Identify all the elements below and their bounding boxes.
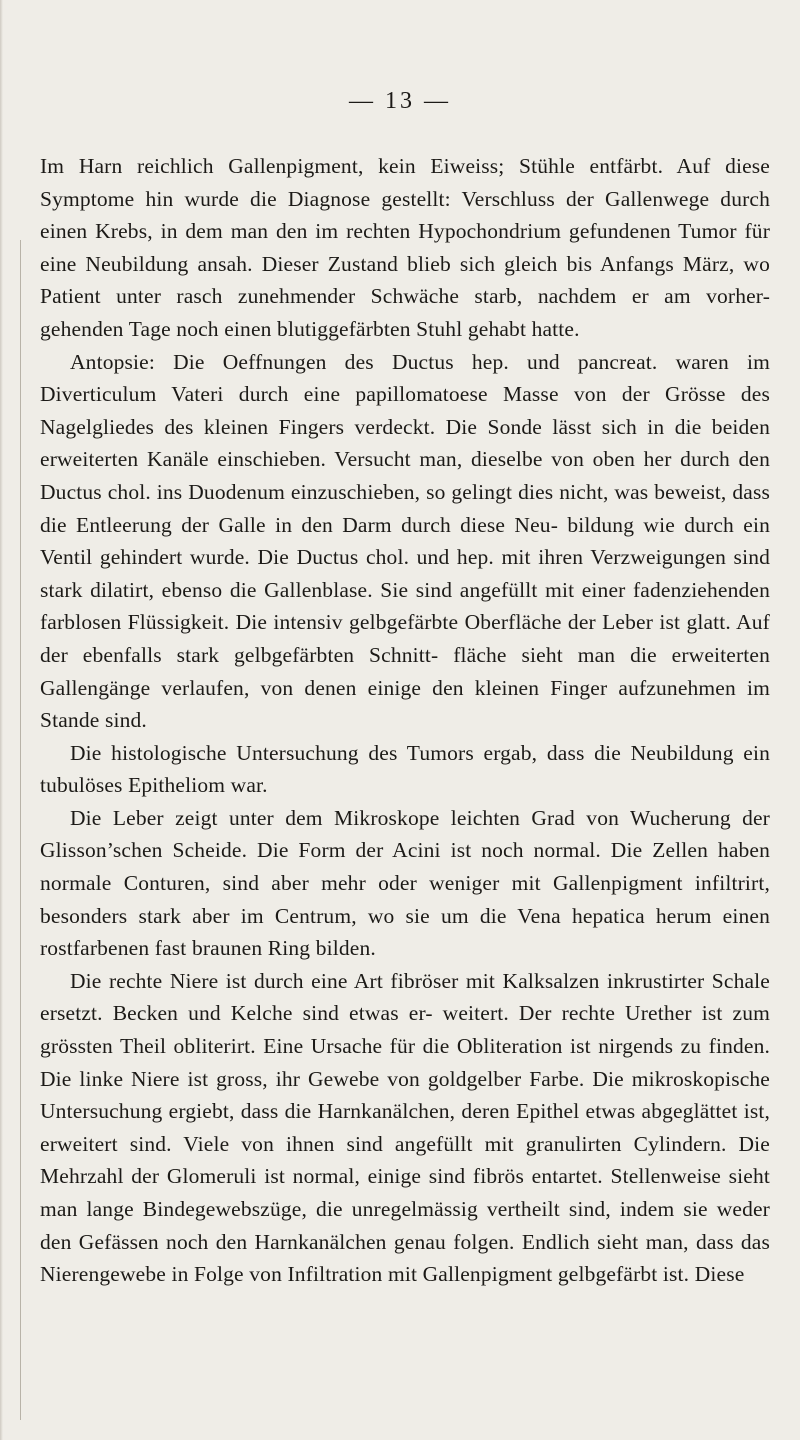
- page-number: — 13 —: [349, 88, 451, 114]
- body-text: [40, 150, 770, 1291]
- page-edge-shadow: [0, 0, 3, 1440]
- paragraph-liver: Die Leber zeigt unter dem Mikroskope leichten Grad von Wucherung der Glisson’schen Scheide. Die Form der Acini ist noch normal. Die Zellen haben normale Conturen, sind aber mehr oder weniger mit Gallenpigment infiltrirt, besonders stark aber im Centrum, wo sie um die Vena hepatica herum einen rostfarbenen fast braunen Ring bilden.: [40, 805, 770, 961]
- paragraph-symptoms: Im Harn reichlich Gallenpigment, kein Eiweiss; Stühle entfärbt. Auf diese Symptome hin wurde die Diagnose gestellt: Verschluss der Gallenwege durch einen Krebs, in dem man den im rechten Hypochondrium gefundenen Tumor für eine Neubildung ansah. Dieser Zustand blieb sich gleich bis Anfangs März, wo Patient unter rasch zunehmender Schwäche starb, nachdem er am vorher- gehenden Tage noch einen blutiggefärbten Stuhl gehabt hatte.: [40, 154, 770, 341]
- paragraph-kidney: Die rechte Niere ist durch eine Art fibröser mit Kalksalzen inkrustirter Schale ersetzt. Becken und Kelche sind etwas er- weitert. Der rechte Urether ist zum grössten Theil obliterirt. Eine Ursache für die Obliteration ist nirgends zu finden. Die linke Niere ist gross, ihr Gewebe von goldgelber Farbe. Die mikroskopische Untersuchung ergiebt, dass die Harnkanälchen, deren Epithel etwas abgeglättet ist, erweitert sind. Viele von ihnen sind angefüllt mit granulirten Cylindern. Die Mehrzahl der Glomeruli ist normal, einige sind fibrös entartet. Stellenweise sieht man lange Bindegewebszüge, die unregelmässig vertheilt sind, indem sie weder den Gefässen noch den Harnkanälchen genau folgen. Endlich sieht man, dass das Nierengewebe in Folge von Infiltration mit Gallenpigment gelbgefärbt ist. Diese: [40, 968, 770, 1287]
- paragraph-autopsy: Antopsie: Die Oeffnungen des Ductus hep. und pancreat. waren im Diverticulum Vateri durch eine papillomatoese Masse von der Grösse des Nagelgliedes des kleinen Fingers verdeckt. Die Sonde lässt sich in die beiden erweiterten Kanäle einschieben. Versucht man, dieselbe von oben her durch den Ductus chol. ins Duodenum einzuschieben, so gelingt dies nicht, was beweist, dass die Entleerung der Galle in den Darm durch diese Neu- bildung wie durch ein Ventil gehindert wurde. Die Ductus chol. und hep. mit ihren Verzweigungen sind stark dilatirt, ebenso die Gallenblase. Sie sind angefüllt mit einer fadenziehenden farblosen Flüssigkeit. Die intensiv gelbgefärbte Oberfläche der Leber ist glatt. Auf der ebenfalls stark gelbgefärbten Schnitt- fläche sieht man die erweiterten Gallengänge verlaufen, von denen einige den kleinen Finger aufzunehmen im Stande sind.: [40, 349, 770, 733]
- margin-rule: [20, 240, 21, 1420]
- paragraph-histology: Die histologische Untersuchung des Tumors ergab, dass die Neubildung ein tubulöses Epitheliom war.: [40, 740, 770, 798]
